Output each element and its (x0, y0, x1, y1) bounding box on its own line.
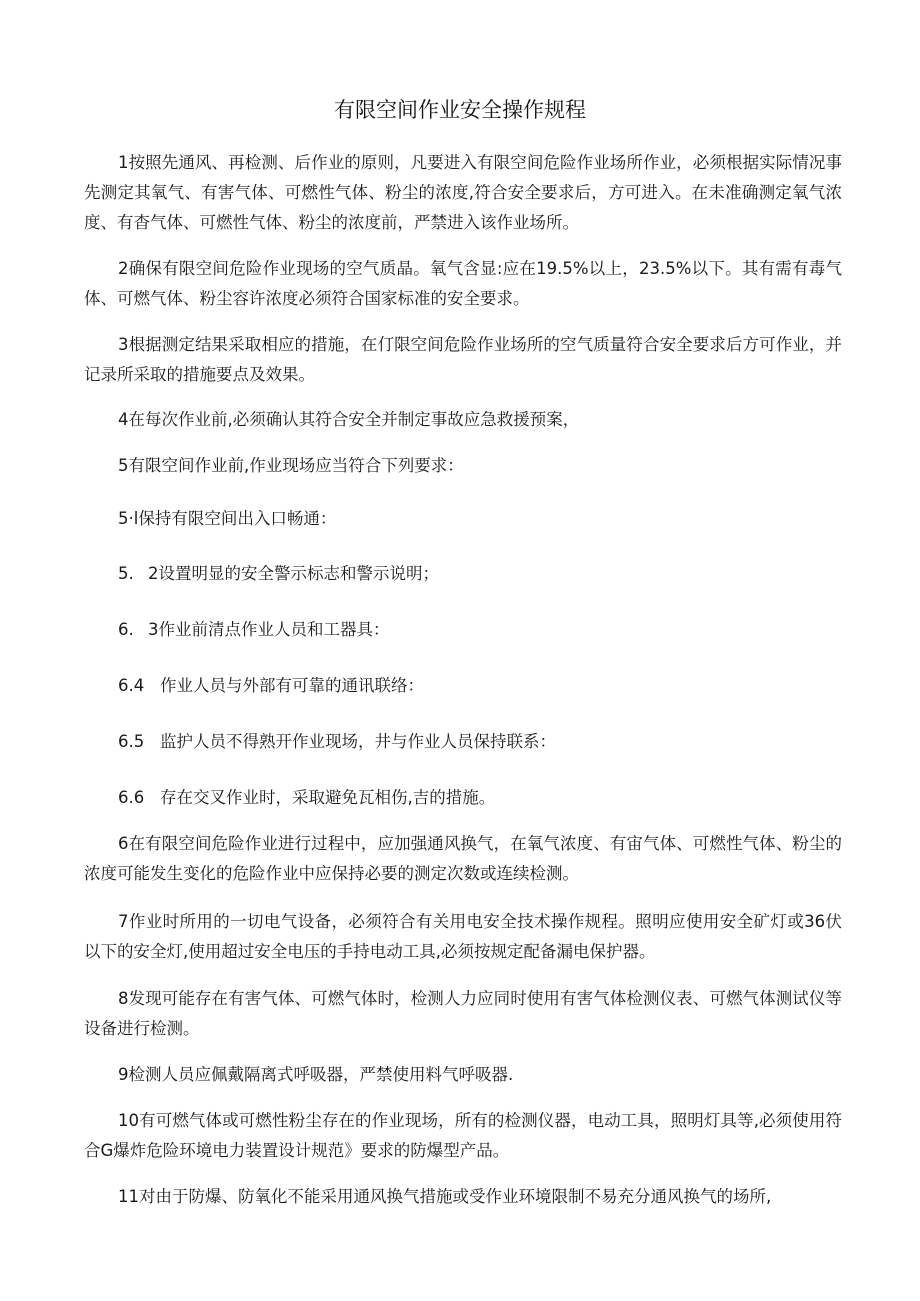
sub-item-5-2 (118, 559, 439, 589)
sub-item-text: 保持有限空间出入口畅通： (138, 509, 337, 528)
sub-item-number: 6.6 (118, 788, 145, 807)
sub-item-text: 监护人员不得熟开作业现场，井与作业人员保持联系： (160, 732, 556, 751)
sub-item-6-6 (118, 783, 495, 813)
paragraph-11: 11对由于防爆、防氧化不能采用通风换气措施或受作业环境限制不易充分通风换气的场所, (118, 1187, 772, 1206)
sub-item-text: 作业人员与外部有可靠的通讯联络： (160, 676, 424, 695)
paragraph-4: 4在每次作业前,必须确认其符合安全并制定事故应急救援预案， (118, 410, 580, 429)
sub-item-number: 5. (118, 564, 134, 583)
sub-item-text: 2设置明显的安全警示标志和警示说明； (148, 564, 439, 583)
paragraph-9: 9检测人员应佩戴隔离式呼吸器，严禁使用料气呼吸器. (118, 1065, 514, 1084)
sub-item-5-1 (118, 504, 336, 534)
sub-item-6-5 (118, 727, 556, 757)
document-title: 有限空间作业安全操作规程 (334, 98, 586, 122)
sub-item-number: 6. (118, 620, 134, 639)
paragraph-3: 3根据测定结果采取相应的措施，在仃限空间危险作业场所的空气质量符合安全要求后方可作业，并记录所采取的措施要点及效果。 (84, 335, 842, 384)
sub-item-number: 6.4 (118, 676, 145, 695)
paragraph-7: 7作业时所用的一切电气设备，必须符合有关用电安全技术操作规程。照明应使用安全矿灯或36伏以下的安全灯,使用超过安全电压的手持电动工具,必须按规定配备漏电保护器。 (84, 912, 842, 961)
sub-item-6-3 (118, 615, 390, 645)
sub-item-number: 5·l (118, 509, 139, 528)
sub-item-6-4 (118, 671, 424, 701)
paragraph-2: 2确保有限空间危险作业现场的空气质晶。氧气含显:应在19.5%以上，23.5%以下。其有需有毒气体、可燃气体、粉尘容许浓度必须符合国家标准的安全要求。 (84, 259, 842, 308)
sub-item-number: 6.5 (118, 732, 145, 751)
paragraph-8: 8发现可能存在有害气体、可燃气体时，检测人力应同时使用有害气体检测仪表、可燃气体测试仪等设备进行检测。 (84, 989, 842, 1038)
paragraph-10: 10有可燃气体或可燃性粉尘存在的作业现场，所有的检测仪器，电动工具，照明灯具等,必须使用符合G爆炸危险环境电力装置设计规范》要求的防爆型产品。 (84, 1111, 842, 1160)
paragraph-6: 6在有限空间危险作业进行过程中，应加强通风换气，在氧气浓度、有宙气体、可燃性气体、粉尘的浓度可能发生变化的危险作业中应保持必要的测定次数或连续检测。 (84, 834, 842, 883)
sub-item-text: 存在交叉作业时，采取避免瓦相伤,吉的措施。 (160, 788, 496, 807)
paragraph-5: 5有限空间作业前,作业现场应当符合下列要求： (118, 456, 464, 475)
sub-item-text: 3作业前清点作业人员和工器具： (148, 620, 390, 639)
paragraph-1: 1按照先通风、再检测、后作业的原则，凡要进入有限空间危险作业场所作业，必须根据实际情况事先测定其氧气、有害气体、可燃性气体、粉尘的浓度,符合安全要求后，方可进入。在未准确测定氧气浓度、有杳气体、可燃性气体、粉尘的浓度前，严禁进入该作业场所。 (84, 153, 842, 232)
